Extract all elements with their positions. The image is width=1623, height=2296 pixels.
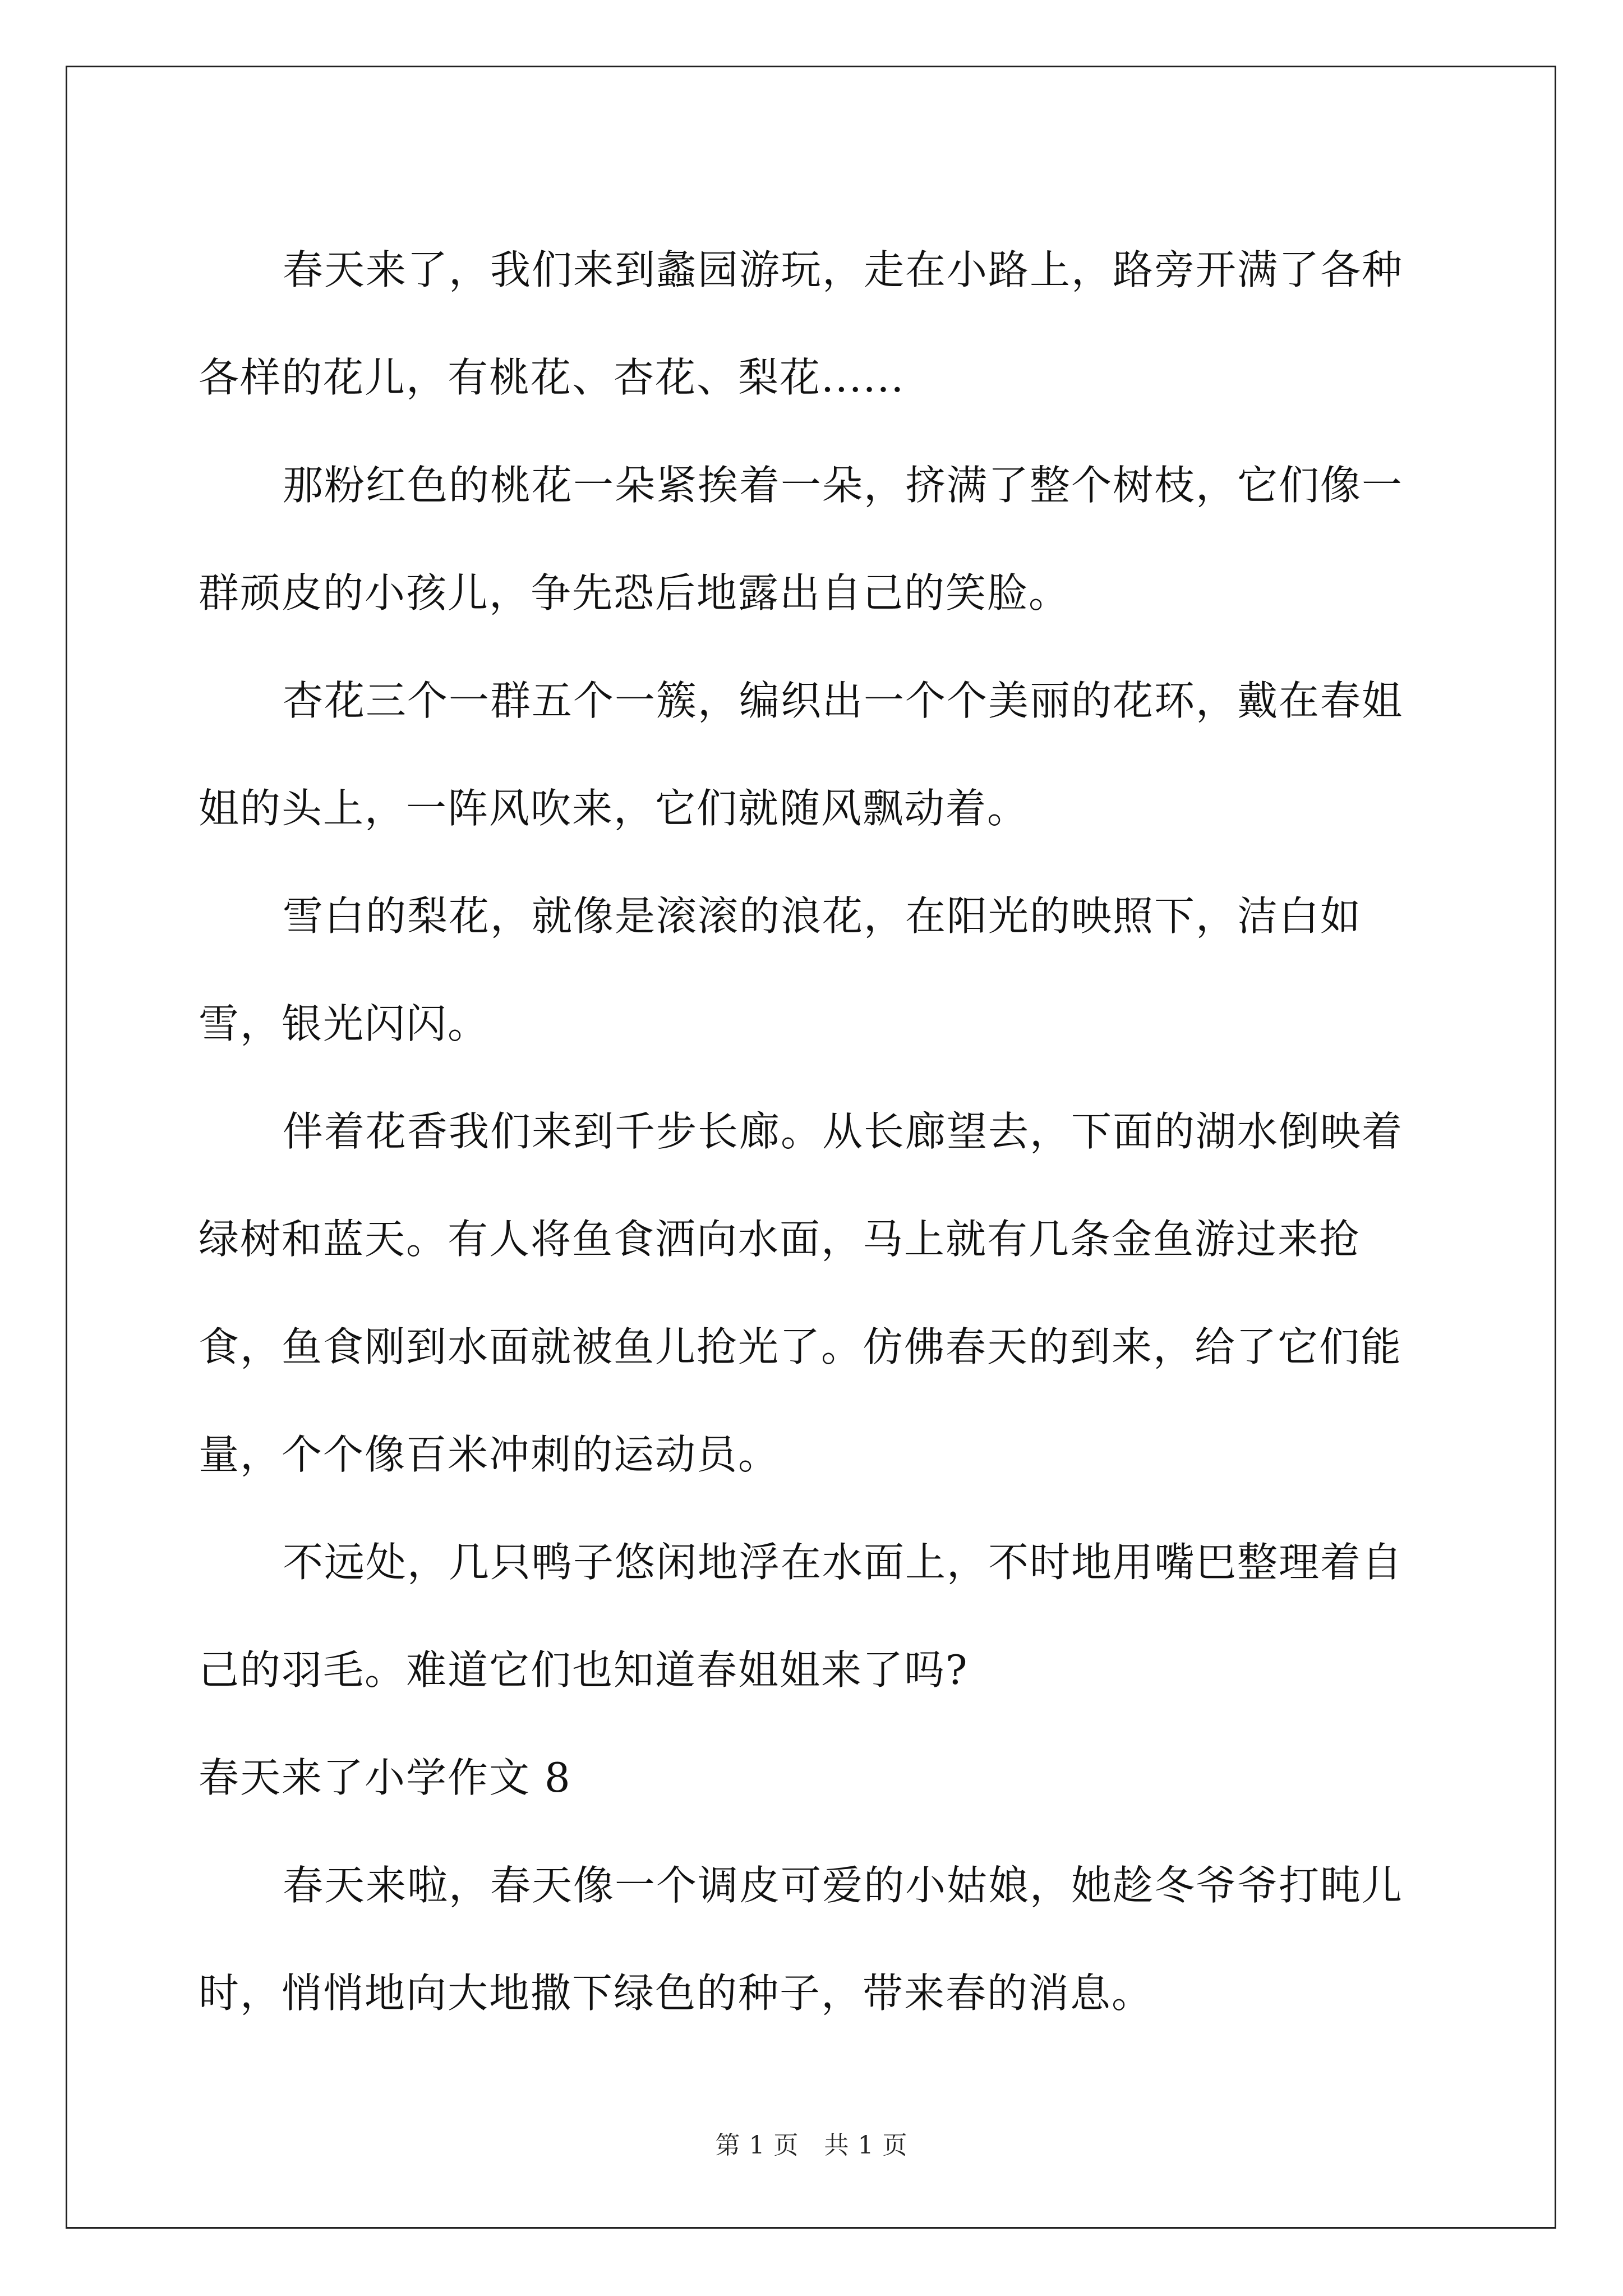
paragraph: 杏花三个一群五个一簇，编织出一个个美丽的花环，戴在春姐姐的头上，一阵风吹来，它们就随风飘动着。 bbox=[199, 677, 1404, 832]
paragraph: 伴着花香我们来到千步长廊。从长廊望去，下面的湖水倒映着绿树和蓝天。有人将鱼食洒向水面，马上就有几条金鱼游过来抢食，鱼食刚到水面就被鱼儿抢光了。仿佛春天的到来，给了它们能量，个个像百米冲刺的运动员。 bbox=[199, 1108, 1404, 1478]
paragraph: 那粉红色的桃花一朵紧挨着一朵，挤满了整个树枝，它们像一群顽皮的小孩儿，争先恐后地露出自己的笑脸。 bbox=[199, 462, 1404, 616]
paragraph: 春天来啦，春天像一个调皮可爱的小姑娘，她趁冬爷爷打盹儿时，悄悄地向大地撒下绿色的种子，带来春的消息。 bbox=[199, 1862, 1404, 2017]
paragraph: 不远处，几只鸭子悠闲地浮在水面上，不时地用嘴巴整理着自己的羽毛。难道它们也知道春姐姐来了吗? bbox=[199, 1539, 1404, 1694]
page-footer: 第 1 页 共 1 页 bbox=[715, 2131, 908, 2160]
paragraph: 春天来了，我们来到蠡园游玩，走在小路上，路旁开满了各种各样的花儿，有桃花、杏花、梨花...... bbox=[199, 246, 1404, 401]
paragraph: 雪白的梨花，就像是滚滚的浪花，在阳光的映照下，洁白如雪，银光闪闪。 bbox=[199, 892, 1362, 1047]
section-heading: 春天来了小学作文 8 bbox=[199, 1754, 571, 1801]
document-body bbox=[199, 216, 1430, 2047]
